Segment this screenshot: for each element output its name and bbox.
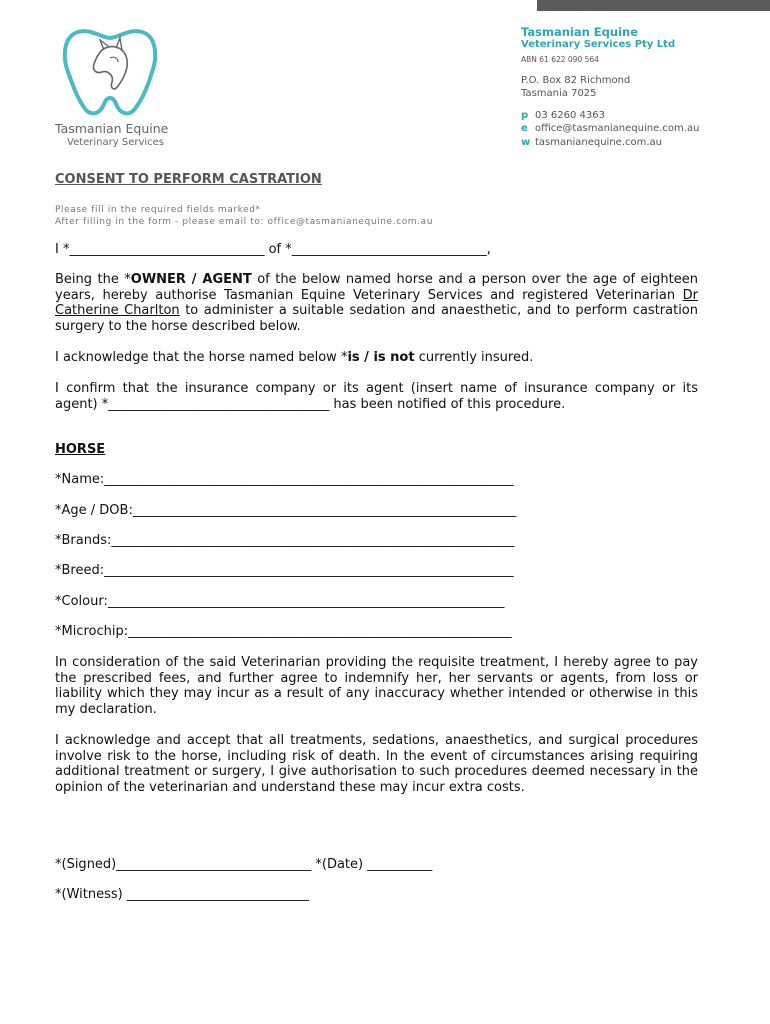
form-instructions <box>55 204 433 228</box>
form-title: CONSENT TO PERFORM CASTRATION <box>55 172 322 187</box>
web-row <box>521 136 699 150</box>
insurance-notification-paragraph: I confirm that the insurance company or its agent (insert name of insurance company or its agent) *__________________________________ has been notified of this procedure. <box>55 381 698 412</box>
address-line-2: Tasmania 7025 <box>521 87 597 99</box>
phone-key: p <box>521 109 529 121</box>
logo-name: Tasmanian Equine <box>55 121 169 136</box>
horse-name-field[interactable]: *Name:_______________________________________________________________ <box>55 472 514 487</box>
veterinarian-name: Dr Catherine Charlton <box>55 287 698 319</box>
risk-paragraph: I acknowledge and accept that all treatments, sedations, anaesthetics, and surgical procedures involve risk to the horse, including risk of death. In the event of circumstances arising requiring additional treatment or surgery, I give authorisation to such procedures deemed necessary in the opinion of the veterinarian and understand these may incur extra costs. <box>55 733 698 795</box>
website[interactable]: tasmanianequine.com.au <box>535 136 662 148</box>
horse-brands-field[interactable]: *Brands:______________________________________________________________ <box>55 533 515 548</box>
phone-number: 03 6260 4363 <box>535 109 605 121</box>
company-contact <box>521 109 699 150</box>
insured-choice[interactable]: is / is not <box>347 350 415 365</box>
email-key: e <box>521 123 528 134</box>
horse-head-logo-icon <box>60 26 160 116</box>
company-logo <box>50 26 190 156</box>
indemnity-paragraph: In consideration of the said Veterinarian providing the requisite treatment, I hereby agree to pay the prescribed fees, and further agree to indemnify her, her servants or agents, from loss or liability which they may incur as a result of any inaccuracy whether intended or otherwise in this my declaration. <box>55 655 698 717</box>
web-key: w <box>521 136 531 148</box>
owner-agent-label: OWNER / AGENT <box>130 272 252 287</box>
p1-text-e: to administer a suitable sedation and anaesthetic, and to perform castration surgery to the horse described below. <box>55 303 699 334</box>
horse-age-field[interactable]: *Age / DOB:___________________________________________________________ <box>55 503 517 518</box>
header-bar <box>537 0 770 11</box>
logo-subtitle: Veterinary Services <box>67 137 165 148</box>
company-details <box>521 26 699 149</box>
company-address <box>521 74 699 100</box>
insurance-status-paragraph <box>55 350 698 366</box>
email-address[interactable]: office@tasmanianequine.com.au <box>535 123 700 134</box>
signature-date-line[interactable]: *(Signed)______________________________ *(Date) __________ <box>55 857 433 872</box>
p1-text-a: Being the * <box>55 272 131 287</box>
horse-breed-field[interactable]: *Breed:_______________________________________________________________ <box>55 563 514 578</box>
address-line-1: P.O. Box 82 Richmond <box>521 74 631 86</box>
p2-text-a: I acknowledge that the horse named below * <box>55 350 348 365</box>
witness-line[interactable]: *(Witness) ____________________________ <box>55 887 309 902</box>
horse-microchip-field[interactable]: *Microchip:___________________________________________________________ <box>55 624 512 639</box>
company-abn: ABN 61 622 090 564 <box>521 55 599 64</box>
authorisation-paragraph <box>55 272 698 334</box>
p2-text-c: currently insured. <box>414 350 534 365</box>
company-name: Tasmanian Equine <box>521 25 638 39</box>
horse-colour-field[interactable]: *Colour:_____________________________________________________________ <box>55 594 505 609</box>
p1-text-c: of the below named horse and a person over the age of eighteen years, hereby authorise Tasmanian Equine Veterinary Services and registered Veterinarian <box>55 272 698 303</box>
company-name-line2: Veterinary Services Pty Ltd <box>521 38 676 50</box>
instruction-line-2: After filling in the form - please email to: office@tasmanianequine.com.au <box>55 217 434 227</box>
owner-line[interactable]: I *______________________________ of *______________________________, <box>55 242 491 257</box>
horse-heading: HORSE <box>55 442 106 457</box>
email-row <box>521 122 699 136</box>
instruction-line-1: Please fill in the required fields marked* <box>55 205 261 215</box>
phone-row <box>521 109 699 123</box>
